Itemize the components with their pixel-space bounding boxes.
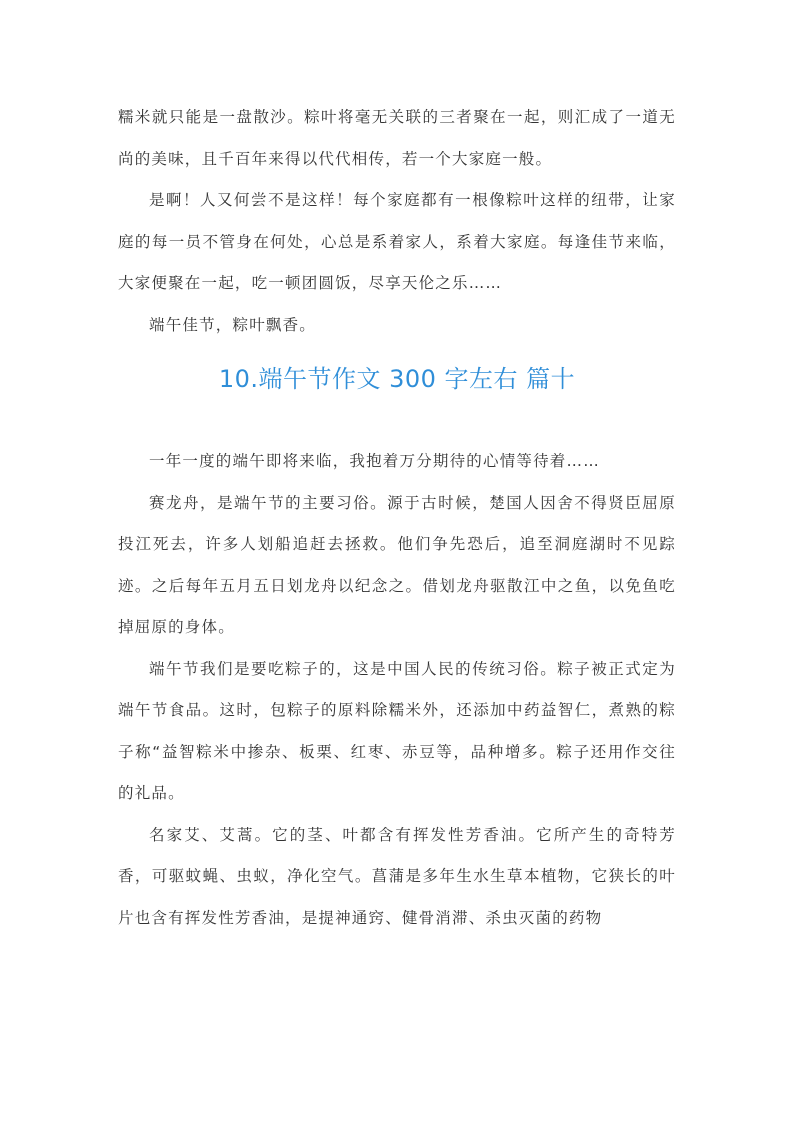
paragraph-mugwort: 名家艾、艾蒿。它的茎、叶都含有挥发性芳香油。它所产生的奇特芳香，可驱蚊蝇、虫蚁，净化空气。菖蒲是多年生水生草本植物，它狭长的叶片也含有挥发性芳香油，是提神通窍、健骨消滞、杀虫灭菌的药物	[118, 825, 676, 927]
paragraph-intro: 一年一度的端午即将来临，我抱着万分期待的心情等待着……	[149, 452, 600, 470]
paragraph-zongzi: 端午节我们是要吃粽子的，这是中国人民的传统习俗。粽子被正式定为端午节食品。这时，包粽子的原料除糯米外，还添加中药益智仁，煮熟的粽子称“益智粽米中掺杂、板栗、红枣、赤豆等，品种增多。粽子还用作交往的礼品。	[118, 659, 676, 802]
paragraph-closing: 端午佳节，粽叶飘香。	[149, 315, 317, 334]
essay-heading: 10.端午节作文 300 字左右 篇十	[218, 365, 576, 393]
document-body	[118, 97, 676, 939]
paragraph-continuation: 糯米就只能是一盘散沙。粽叶将毫无关联的三者聚在一起，则汇成了一道无尚的美味，且千百年来得以代代相传，若一个大家庭一般。	[118, 108, 676, 168]
paragraph-dragon-boat: 赛龙舟，是端午节的主要习俗。源于古时候，楚国人因舍不得贤臣屈原投江死去，许多人划船追赶去拯救。他们争先恐后，追至洞庭湖时不见踪迹。之后每年五月五日划龙舟以纪念之。借划龙舟驱散江中之鱼，以免鱼吃掉屈原的身体。	[118, 493, 676, 636]
paragraph-family-bond: 是啊！人又何尝不是这样！每个家庭都有一根像粽叶这样的纽带，让家庭的每一员不管身在何处，心总是系着家人，系着大家庭。每逢佳节来临，大家便聚在一起，吃一顿团圆饭，尽享天伦之乐……	[118, 191, 676, 292]
